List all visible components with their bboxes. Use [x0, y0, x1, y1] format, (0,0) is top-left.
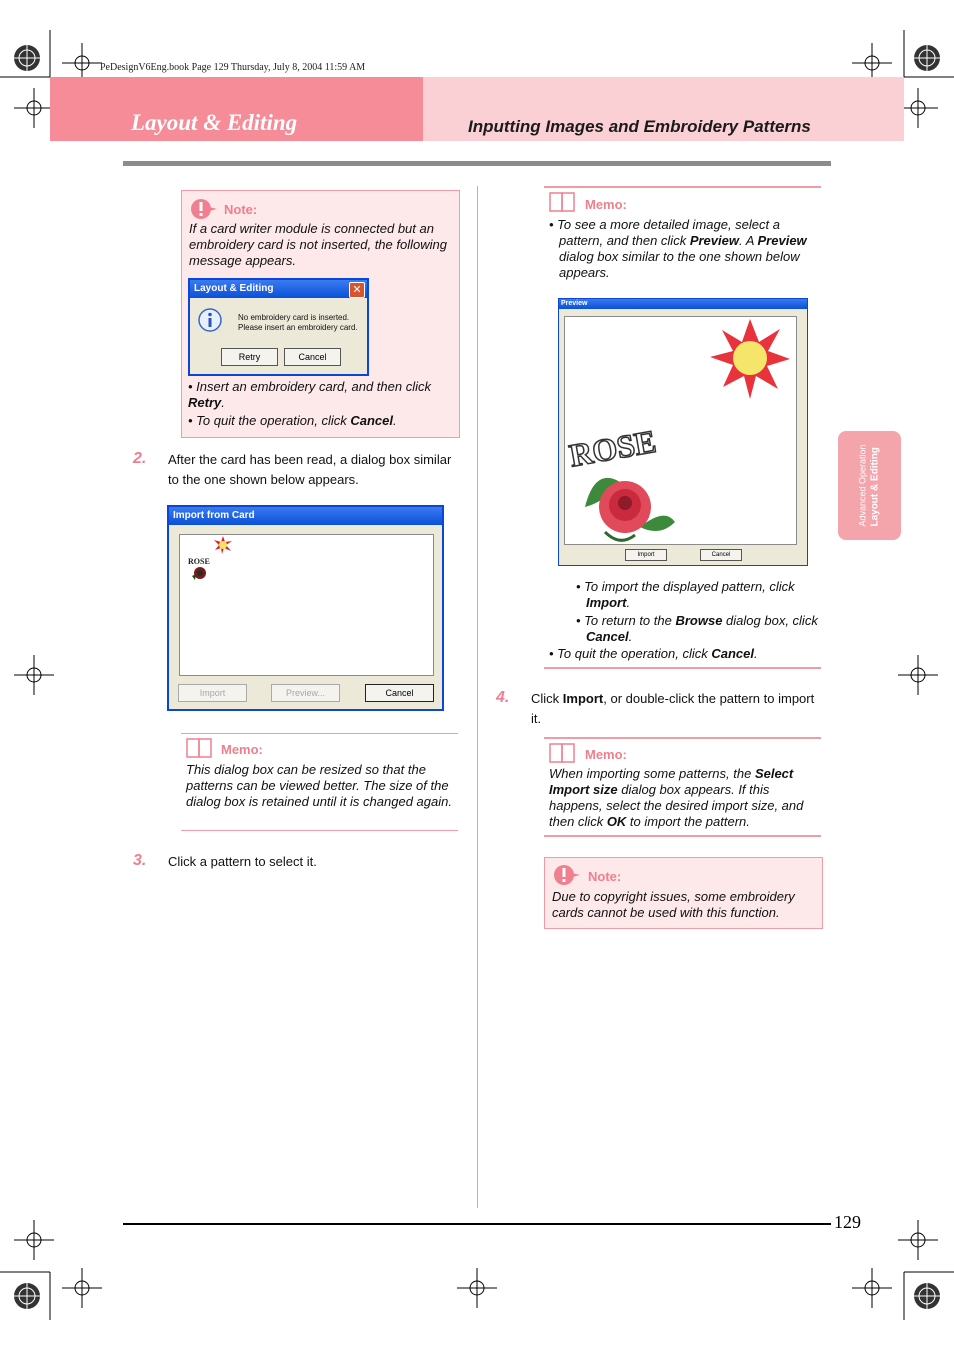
registration-mark-icon	[907, 38, 947, 78]
header-divider	[123, 161, 831, 166]
step-text: Click Import, or double-click the pattern to import it.	[531, 691, 815, 726]
side-tab	[838, 431, 901, 540]
note-heading: Note:	[224, 202, 258, 217]
memo-box	[544, 186, 821, 669]
crosshair-icon	[852, 1268, 892, 1308]
message-dialog	[188, 278, 369, 376]
memo-box	[544, 737, 821, 837]
preview-dialog-title: Preview	[559, 299, 807, 309]
note-text: If a card writer module is connected but an embroidery card is not inserted, the following message appears.	[189, 221, 447, 268]
crosshair-icon	[62, 1268, 102, 1308]
memo-book-icon	[186, 738, 214, 758]
memo-text: This dialog box can be resized so that the patterns can be viewed better. The size of the dialog box is retained until it is changed again.	[186, 762, 452, 809]
cancel-button[interactable]: Cancel	[365, 684, 434, 702]
import-term: Import	[562, 691, 604, 706]
select-import-size-term: Select Import size	[549, 766, 794, 797]
memo-book-icon	[549, 192, 577, 212]
column-divider	[477, 186, 478, 1208]
crosshair-icon	[14, 88, 54, 128]
memo-box	[181, 733, 458, 831]
memo-sub-bullet: • To return to the Browse dialog box, click Cancel.	[576, 613, 818, 644]
page-number: 129	[834, 1212, 861, 1232]
memo-sub-bullet: • To import the displayed pattern, click Import.	[576, 579, 795, 610]
import-term: Import	[586, 595, 627, 610]
message-line1: No embroidery card is inserted.	[238, 313, 350, 322]
memo-heading: Memo:	[585, 197, 627, 212]
section-title: Layout & Editing	[131, 110, 298, 135]
crosshair-icon	[898, 1220, 938, 1260]
memo-bullet: • To see a more detailed image, select a pattern, and then click Preview. A Preview dialog box similar to the one shown below appears.	[549, 217, 807, 280]
pattern-list[interactable]	[179, 534, 434, 676]
cancel-term: Cancel	[586, 629, 629, 644]
registration-mark-icon	[7, 1276, 47, 1316]
step-number: 4.	[496, 689, 510, 706]
step-number: 3.	[133, 852, 147, 869]
info-icon	[198, 308, 224, 334]
warning-icon	[551, 864, 581, 886]
crosshair-icon	[14, 1220, 54, 1260]
note-heading: Note:	[588, 869, 622, 884]
step-number: 2.	[133, 450, 147, 467]
crosshair-icon	[14, 655, 54, 695]
import-dialog-title: Import from Card	[169, 507, 442, 525]
note-box	[181, 190, 460, 438]
rose-pattern-text: ROSE	[566, 422, 659, 474]
sun-pattern-icon[interactable]	[214, 536, 232, 554]
memo-heading: Memo:	[221, 742, 263, 757]
crosshair-icon	[898, 88, 938, 128]
crosshair-icon	[457, 1268, 497, 1308]
side-tab-line1: Advanced Operation	[858, 444, 868, 527]
note-bullet: • To quit the operation, click Cancel.	[188, 413, 397, 428]
retry-button[interactable]: Retry	[221, 348, 278, 366]
memo-bullet: • To quit the operation, click Cancel.	[549, 646, 758, 661]
warning-icon	[188, 198, 218, 220]
cancel-button[interactable]: Cancel	[700, 549, 742, 561]
memo-book-icon	[549, 743, 577, 763]
preview-dialog	[558, 298, 808, 566]
note-box	[544, 857, 823, 929]
rose-embroidery-image	[565, 317, 796, 544]
ok-term: OK	[606, 814, 627, 829]
svg-text:ROSE: ROSE	[188, 557, 210, 566]
footer-line	[123, 1223, 831, 1225]
section-subtitle: Inputting Images and Embroidery Patterns	[468, 117, 811, 136]
registration-mark-icon	[7, 38, 47, 78]
cancel-term: Cancel	[350, 413, 393, 428]
browse-term: Browse	[675, 613, 723, 628]
cancel-term: Cancel	[711, 646, 754, 661]
close-icon[interactable]: ✕	[349, 282, 365, 298]
step-text: After the card has been read, a dialog box similar to the one shown below appears.	[168, 452, 452, 487]
note-text: Due to copyright issues, some embroidery cards cannot be used with this function.	[552, 889, 795, 920]
import-button[interactable]: Import	[625, 549, 667, 561]
preview-term: Preview	[757, 233, 807, 248]
preview-canvas	[564, 316, 797, 545]
message-line2: Please insert an embroidery card.	[238, 323, 358, 332]
side-tab-line2: Layout & Editing	[870, 447, 881, 527]
import-from-card-dialog	[167, 505, 444, 711]
rose-pattern-icon[interactable]	[187, 554, 213, 582]
file-info: PeDesignV6Eng.book Page 129 Thursday, July 8, 2004 11:59 AM	[100, 62, 366, 73]
cancel-button[interactable]: Cancel	[284, 348, 341, 366]
memo-heading: Memo:	[585, 747, 627, 762]
preview-term: Preview	[689, 233, 739, 248]
preview-button[interactable]: Preview...	[271, 684, 340, 702]
import-button[interactable]: Import	[178, 684, 247, 702]
message-dialog-title: Layout & Editing	[190, 280, 367, 298]
retry-term: Retry	[188, 395, 222, 410]
note-bullet: • Insert an embroidery card, and then click Retry.	[188, 379, 432, 410]
memo-text: When importing some patterns, the Select Import size dialog box appears. If this happens, select the desired import size, and then click OK to import the pattern.	[549, 766, 804, 829]
step-text: Click a pattern to select it.	[168, 854, 317, 869]
crosshair-icon	[898, 655, 938, 695]
registration-mark-icon	[907, 1276, 947, 1316]
